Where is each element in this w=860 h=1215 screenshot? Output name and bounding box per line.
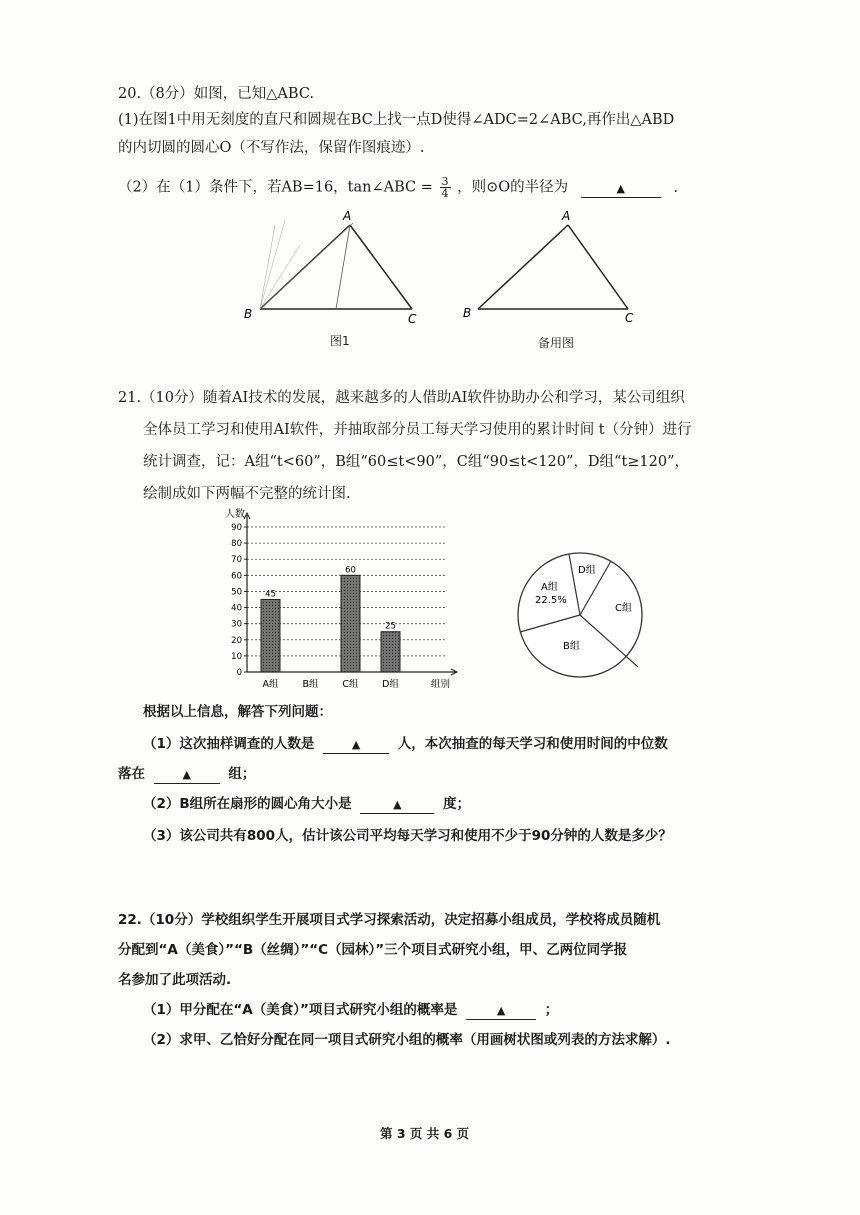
answer-blank-probability[interactable]: ▲ [466,1003,536,1020]
q20-part2 [118,176,678,199]
pie-slice-c-label: C组 [615,603,632,614]
pie-chart [505,545,655,685]
q21-part2-a: （2）B组所在扇形的圆心角大小是 [143,796,352,812]
bar-value-label: 60 [345,565,356,576]
fraction-numerator: 3 [441,175,449,188]
x-tick-label: B组 [302,679,319,690]
q21-part1-cont [118,764,255,784]
x-axis-label: 组别 [431,679,451,690]
backup-figure-caption: 备用图 [538,336,575,350]
pie-slice-d-label: D组 [578,565,596,576]
q21-title: 21.（10分）随着AI技术的发展，越来越多的人借助AI软件协助办公和学习，某公司组织 [118,390,685,406]
vertex-b-label: B [244,307,253,321]
q21-part1-d: 组； [228,766,256,782]
answer-blank-median-group[interactable]: ▲ [154,767,220,784]
vertex-c-label: C [408,312,417,326]
tan-fraction [440,176,451,199]
y-tick-label: 0 [236,668,242,678]
bar-value-label: 45 [265,589,276,600]
q22-title: 22.（10分）学校组织学生开展项目式学习探索活动，决定招募小组成员，学校将成员随机 [118,912,661,928]
bar-value-label: 25 [385,621,396,632]
y-tick-label: 80 [231,539,242,550]
q22-part1 [143,1000,558,1020]
q22-line3: 名参加了此项活动. [118,972,232,988]
q22-part2: （2）求甲、乙恰好分配在同一项目式研究小组的概率（用画树状图或列表的方法求解）. [143,1032,671,1048]
side-ac [350,225,412,309]
y-tick-label: 60 [231,571,242,582]
pie-slice-a-label: A组 [541,582,558,593]
x-tick-label: C组 [342,679,359,690]
answer-blank-radius[interactable]: ▲ [581,181,661,198]
y-tick-label: 70 [231,555,242,566]
q20-part2-suffix: ，则⊙O的半径为 [457,179,569,196]
y-tick-label: 50 [231,587,242,598]
backup-figure [460,205,645,330]
q22-line2: 分配到“A（美食）”“B（丝绸）”“C（园林）”三个项目式研究小组，甲、乙两位同学报 [118,942,628,958]
q20-part1-line2: 的内切圆的圆心O（不写作法，保留作图痕迹）. [118,140,425,156]
construction-line-ad [336,225,350,309]
y-tick-label: 90 [231,523,242,533]
answer-blank-angle[interactable]: ▲ [360,797,434,814]
q20-part2-end: . [673,179,678,196]
q21-line3: 统计调查，记：A组“t<60”，B组“60≤t<90”，C组“90≤t<120”，D组“t≥120”， [143,454,690,470]
vertex-b-label: B [463,306,472,320]
q21-part1-c: 落在 [118,766,145,782]
bar-D组 [381,632,400,672]
q21-line4: 绘制成如下两幅不完整的统计图. [143,486,351,502]
figure-1-caption: 图1 [330,334,350,348]
q21-part1-a: （1）这次抽样调查的人数是 [143,736,315,752]
fraction-denominator: 4 [441,187,449,200]
x-tick-label: D组 [382,679,399,690]
q22-part1-b: ； [544,1002,559,1018]
y-tick-label: 30 [231,619,242,630]
construction-line [260,223,353,309]
y-tick-label: 10 [231,651,242,662]
answer-blank-sample-size[interactable]: ▲ [323,737,389,754]
q22-part1-a: （1）甲分配在“A（美食）”项目式研究小组的概率是 [143,1002,458,1018]
vertex-a-label: A [562,209,571,223]
q20-part1-line1: (1)在图1中用无刻度的直尺和圆规在BC上找一点D使得∠ADC=2∠ABC,再作出△ABD [118,112,675,128]
construction-arc-trace [260,220,285,309]
pie-slice-b-label: B组 [563,641,580,652]
vertex-a-label: A [343,209,352,223]
y-tick-label: 20 [231,635,242,646]
y-axis-label: 人数 [225,509,245,520]
vertex-c-label: C [625,311,634,325]
q21-part1 [143,734,668,754]
q21-part2-b: 度； [443,796,471,812]
q21-part3: （3）该公司共有800人，估计该公司平均每天学习和使用不少于90分钟的人数是多少？ [143,828,672,844]
x-tick-label: A组 [262,679,279,690]
y-tick-label: 40 [231,603,242,614]
bar-A组 [261,600,280,673]
q21-intro: 根据以上信息，解答下列问题： [143,704,332,720]
q21-line2: 全体员工学习和使用AI软件，并抽取部分员工每天学习使用的累计时间 t（分钟）进行 [143,422,692,438]
pie-slice-a-percent: 22.5% [535,595,567,606]
q21-part1-b: 人，本次抽查的每天学习和使用时间的中位数 [397,736,668,752]
bar-C组 [341,575,360,672]
q20-part2-prefix: （2）在（1）条件下，若AB=16，tan∠ABC = [118,179,438,196]
side-ac [568,225,628,309]
page-footer: 第 3 页 共 6 页 [380,1126,470,1141]
q20-title: 20.（8分）如图，已知△ABC. [118,86,315,102]
bar-chart [205,505,470,695]
side-ab [478,225,568,309]
q21-part2 [143,794,470,814]
figure-1 [230,205,430,330]
